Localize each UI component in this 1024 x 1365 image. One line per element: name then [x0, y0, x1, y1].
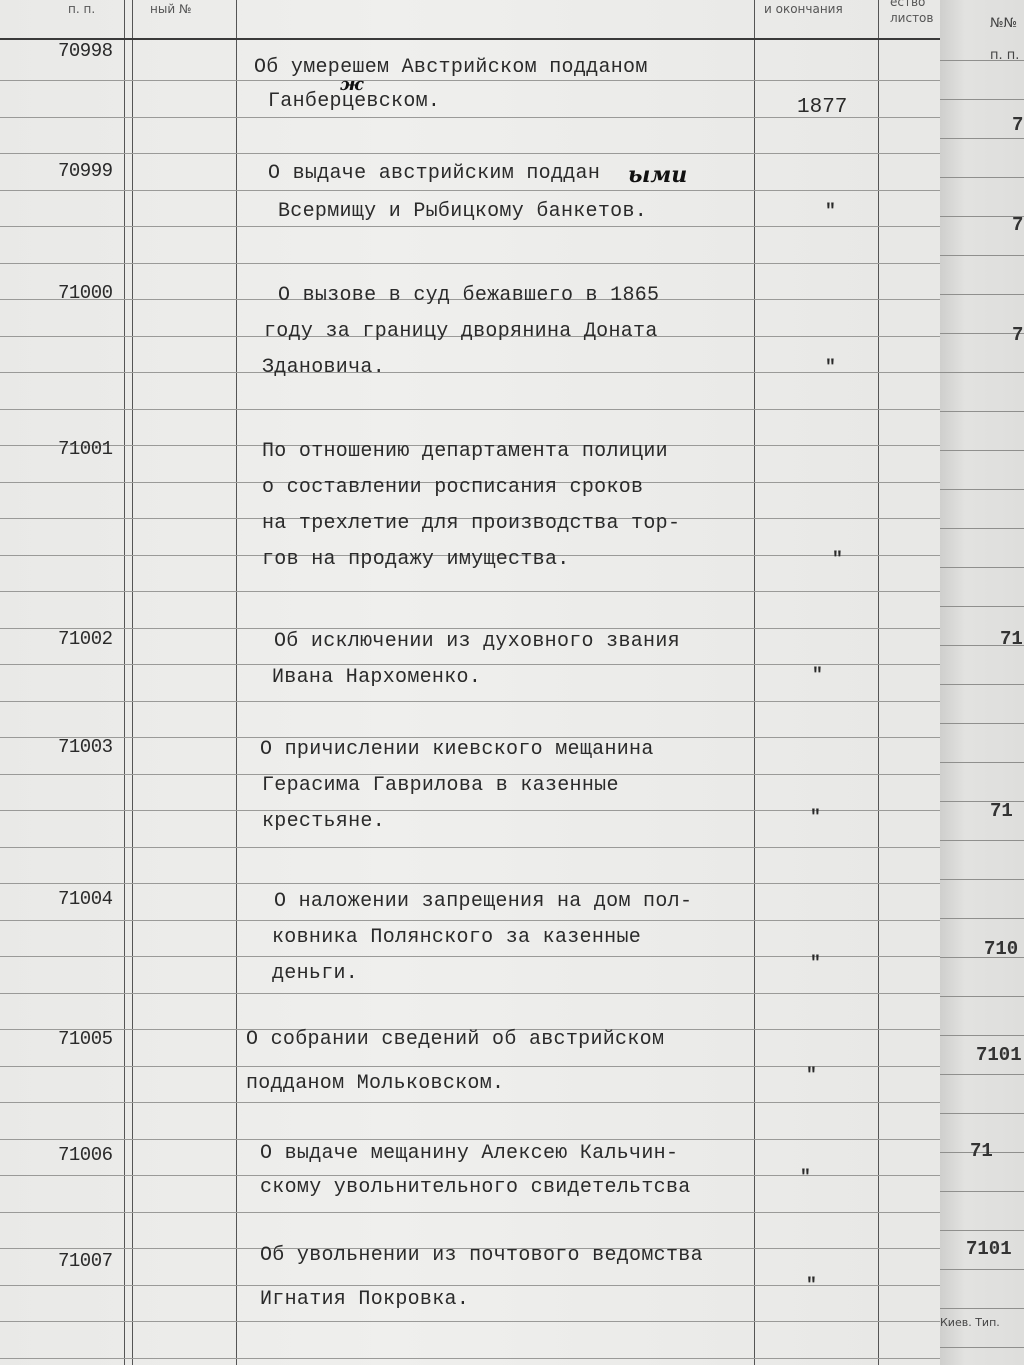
ruling-line: [0, 153, 975, 154]
ruling-line: [0, 993, 975, 994]
record-text-line: деньги.: [272, 962, 359, 985]
ruling-line: [940, 1191, 1024, 1192]
record-text-line: О вызове в суд бежавшего в 1865: [278, 284, 660, 307]
record-number: 71007: [58, 1250, 113, 1272]
adjacent-record-number: 71: [1000, 628, 1023, 650]
adjacent-record-number: 71: [990, 800, 1013, 822]
column-rule: [132, 0, 133, 1365]
record-ditto-mark: ": [825, 358, 836, 378]
record-text-line: О наложении запрещения на дом пол-: [274, 890, 693, 913]
adjacent-record-number: 71: [970, 1140, 993, 1162]
ruling-line: [0, 190, 975, 191]
ruling-line: [940, 918, 1024, 919]
record-text-line: Здановича.: [262, 356, 386, 379]
ruling-line: [940, 684, 1024, 685]
ruling-line: [940, 996, 1024, 997]
column-rule: [236, 0, 237, 1365]
ruling-line: [940, 567, 1024, 568]
record-ditto-mark: ": [810, 954, 821, 974]
ruling-line: [940, 138, 1024, 139]
ruling-line: [0, 409, 975, 410]
record-ditto-mark: ": [812, 666, 823, 686]
ruling-line: [940, 606, 1024, 607]
record-number: 71005: [58, 1028, 113, 1050]
ruling-line: [0, 1066, 975, 1067]
ruling-line: [940, 879, 1024, 880]
ruling-line: [0, 1285, 975, 1286]
record-ditto-mark: ": [832, 550, 843, 570]
record-text-line: Об увольнении из почтового ведомства: [260, 1244, 703, 1267]
adjacent-record-number: 7101: [966, 1238, 1012, 1260]
ruling-line: [940, 840, 1024, 841]
record-number: 71006: [58, 1144, 113, 1166]
record-ditto-mark: ": [806, 1066, 817, 1086]
record-text-line: О собрании сведений об австрийском: [246, 1028, 665, 1051]
ruling-line: [0, 1321, 975, 1322]
record-text-line: на трехлетие для производства тор-: [262, 512, 681, 535]
ruling-line: [0, 664, 975, 665]
ruling-line: [940, 177, 1024, 178]
record-ditto-mark: ": [800, 1168, 811, 1188]
record-text-line: Об исключении из духовного звания: [274, 630, 680, 653]
ruling-line: [940, 1347, 1024, 1348]
record-number: 70999: [58, 160, 113, 182]
ruling-line: [0, 1358, 975, 1359]
column-rule: [754, 0, 755, 1365]
record-text-line: году за границу дворянина Доната: [264, 320, 658, 343]
record-text-line: скому увольнительного свидетельтсва: [260, 1176, 691, 1199]
record-number: 71001: [58, 438, 113, 460]
record-text-line: подданом Мольковском.: [246, 1072, 505, 1095]
printer-footer: Киев. Тип.: [940, 1316, 1000, 1329]
record-text-line: ковника Полянского за казенные: [272, 926, 642, 949]
ruling-line: [0, 920, 975, 921]
adjacent-record-number: 710: [984, 938, 1019, 960]
ruling-line: [940, 489, 1024, 490]
ruling-line: [0, 847, 975, 848]
ruling-line: [940, 723, 1024, 724]
ruling-line: [0, 956, 975, 957]
ruling-line: [0, 263, 975, 264]
column-rule: [878, 0, 879, 1365]
record-number: 71000: [58, 282, 113, 304]
record-number: 71002: [58, 628, 113, 650]
record-number: 70998: [58, 40, 113, 62]
record-text-line: крестьяне.: [262, 810, 386, 833]
ruling-line: [0, 701, 975, 702]
record-text-line: О причислении киевского мещанина: [260, 738, 654, 761]
record-text-line: Ивана Нархоменко.: [272, 666, 482, 689]
ruling-line: [0, 1102, 975, 1103]
record-ditto-mark: ": [825, 202, 836, 222]
adjacent-record-number: 7: [1012, 114, 1024, 136]
record-number: 71004: [58, 888, 113, 910]
handwritten-correction: ыми: [628, 162, 688, 188]
adjacent-record-number: 7: [1012, 214, 1024, 236]
record-text-line: Об умерешем Австрийском подданом: [254, 56, 648, 79]
record-date: 1877: [797, 96, 848, 119]
ruling-line: [940, 99, 1024, 100]
adjacent-page-header: №№ п. п.: [990, 16, 1020, 63]
record-text-line: Всермищу и Рыбицкому банкетов.: [278, 200, 648, 223]
ruling-line: [0, 810, 975, 811]
adjacent-record-number: 7101: [976, 1044, 1022, 1066]
ruling-line: [940, 1074, 1024, 1075]
record-text-line: о составлении росписания сроков: [262, 476, 644, 499]
ruling-line: [0, 1212, 975, 1213]
adjacent-record-number: 7: [1012, 324, 1024, 346]
ruling-line: [0, 883, 975, 884]
ruling-line: [940, 450, 1024, 451]
ruling-line: [940, 1308, 1024, 1309]
record-text-line: Герасима Гаврилова в казенные: [262, 774, 619, 797]
ruling-line: [940, 762, 1024, 763]
column-rule: [124, 0, 125, 1365]
ruling-line: [940, 411, 1024, 412]
header-col-number: п. п.: [68, 2, 96, 16]
ruling-line: [940, 528, 1024, 529]
header-col-inventory: ный №: [150, 2, 192, 16]
ruling-line: [0, 1139, 975, 1140]
ruling-line: [940, 1269, 1024, 1270]
record-ditto-mark: ": [806, 1276, 817, 1296]
ruling-line: [940, 1035, 1024, 1036]
ruling-line: [940, 1113, 1024, 1114]
header-divider: [0, 38, 975, 40]
record-text-line: О выдаче мещанину Алексею Кальчин-: [260, 1142, 679, 1165]
record-text-line: О выдаче австрийским поддан: [268, 162, 601, 185]
ruling-line: [940, 1230, 1024, 1231]
record-text-line: гов на продажу имущества.: [262, 548, 570, 571]
ruling-line: [0, 591, 975, 592]
ruling-line: [940, 372, 1024, 373]
record-text-line: По отношению департамента полиции: [262, 440, 668, 463]
record-text-line: Игнатия Покровка.: [260, 1288, 470, 1311]
handwritten-correction: ж: [340, 74, 364, 95]
ruling-line: [940, 294, 1024, 295]
ruling-line: [0, 628, 975, 629]
record-number: 71003: [58, 736, 113, 758]
record-text-line: Ганберцевском.: [268, 90, 441, 113]
ruling-line: [0, 80, 975, 81]
record-ditto-mark: ": [810, 808, 821, 828]
header-col-sheets: ество листов: [890, 0, 934, 25]
adjacent-page-edge: [940, 0, 1024, 1365]
header-col-dates: и окончания: [764, 2, 843, 16]
ruling-line: [0, 226, 975, 227]
ruling-line: [940, 255, 1024, 256]
